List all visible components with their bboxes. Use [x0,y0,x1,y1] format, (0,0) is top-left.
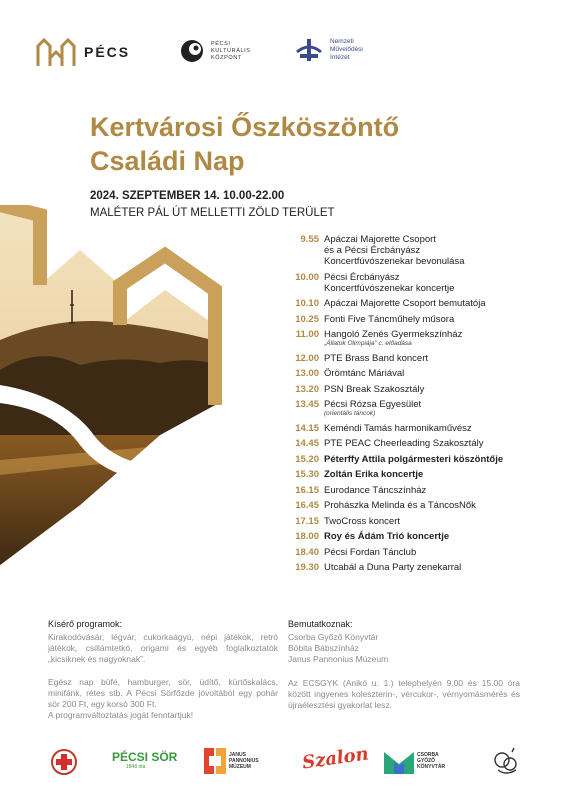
program-item [290,384,550,395]
program-item [290,500,550,511]
program-title [324,516,550,527]
program-item [290,438,550,449]
event-date: 2024. SZEPTEMBER 14. 10.00-22.00 [90,190,285,202]
program-title-line: Pécsi Rózsa Egyesület [324,399,422,410]
program-item [290,469,550,480]
pecsi-sor-text: PÉCSI SÖR [112,750,178,764]
presenters [288,619,520,711]
health-note: Az ECSGYK (Anikó u. 1.) telephelyén 9.00 és 15.00 óra között ingyenes koleszterin-, vércukor-, vérnyomásmérés és újraélesztési gyakorlat lesz. [288,678,520,710]
presenter-item: Csorba Győző Könyvtár [288,632,379,642]
program-time: 18.00 [295,531,319,542]
program-title-line: Péterffy Attila polgármesteri köszöntője [324,453,504,465]
program-time: 15.20 [295,453,319,465]
szalon-text: Szalon [300,743,370,774]
program-title [324,500,550,511]
program-time: 11.00 [295,329,319,340]
program-title-line: Utcabál a Duna Party zenekarral [324,562,462,573]
program-time: 16.45 [295,500,319,511]
program-title [324,469,550,480]
food-text: Egész nap büfé, hamburger, sör, üdítő, kürtőskalács, minifánk, rétes stb. A Pécsi Sörfőzde jóvoltából egy pohár sör 200 Ft, egy korsó 300 Ft. [48,677,278,709]
program-title [324,562,550,573]
csorba-mark-icon [384,748,414,774]
program-time: 10.25 [295,313,319,325]
program-title-line: Pécsi Fordan Tánclub [324,546,417,558]
program-title [324,298,550,309]
pkk-logo [179,38,251,64]
header-logos [36,34,536,84]
program-title [324,423,550,434]
event-title-line-2: Családi Nap [90,146,245,176]
pkk-line-3: KÖZPONT [211,54,242,61]
sponsor-logos [44,744,534,784]
program-item [290,234,550,267]
program-item [290,298,550,309]
presenter-item: Bóbita Bábszínház [288,643,359,653]
program-title-line: Eurodance Táncszínház [324,484,427,496]
janus-line-2: PANNONIUS [229,758,259,764]
program-time: 9.55 [300,234,319,245]
program-subtitle: „Állatok Olimpiája” c. előadása [324,340,412,347]
program-item [290,329,550,348]
program-item [290,423,550,434]
event-venue: MALÉTER PÁL ÚT MELLETTI ZÖLD TERÜLET [90,207,335,219]
program-title-line: Fonti Five Táncműhely műsora [324,313,455,325]
program-title [324,314,550,325]
program-title-line: PSN Break Szakosztály [324,383,425,395]
red-cross-icon [50,748,78,776]
pkk-line-1: PÉCSI [211,40,231,47]
program-title-line: PTE PEAC Cheerleading Szakosztály [324,438,484,449]
program-item [290,531,550,542]
program-item [290,399,550,418]
csorba-gyozo-logo [384,748,445,774]
program-time: 10.10 [295,298,319,309]
pecsi-sor-sub: 1848 óta [126,764,146,770]
szalon-logo [300,743,370,774]
program-title-line: PTE Brass Band koncert [324,352,429,364]
nmi-logo [294,36,363,64]
program-subtitle: (orientális táncok) [324,410,376,417]
program-title [324,329,550,348]
program-title-line: Roy és Ádám Trió koncertje [324,531,450,542]
program-time: 17.15 [295,515,319,527]
program-title [324,531,550,542]
program-time: 13.00 [295,368,319,379]
program-item [290,485,550,496]
program-item [290,368,550,379]
csorba-line-3: KÖNYVTÁR [417,764,446,770]
side-programs-heading: Kísérő programok: [48,619,123,629]
program-title-line: TwoCross koncert [324,515,401,527]
program-time: 15.30 [295,469,319,480]
program-time: 16.15 [295,484,319,496]
program-title-line: Keméndi Tamás harmonikaművész [324,422,472,434]
program-title [324,485,550,496]
janus-line-1: JANUS [229,752,246,758]
nmi-line-1: Nemzeti [330,38,354,45]
program-time: 18.40 [295,546,319,558]
side-programs-text: Kirakodóvásár, légvár, cukorkaágyú, népi játékok, retró játékok, csillámtetkó, origami és egyéb foglalkoztatók „kicsiknek és nagyoknak”. [48,632,278,664]
janus-mark-icon [204,748,226,774]
program-title [324,353,550,364]
program-item [290,454,550,465]
program-time: 14.15 [295,422,319,434]
program-title [324,438,550,449]
program-title-line: Koncertfúvószenekar bevonulása [324,256,465,267]
program-time: 13.45 [295,399,319,410]
pecs-mark-icon [36,36,76,68]
program-title-line: Prohászka Melinda és a TáncosNők [324,500,476,511]
program-item [290,547,550,558]
presenters-heading: Bemutatkoznak: [288,619,353,629]
program-item [290,353,550,364]
side-programs [48,619,278,721]
bobita-puppet-icon [490,746,522,778]
program-title-line: Apáczai Majorette Csoport [324,234,436,245]
landscape-illustration [0,205,230,565]
program-title [324,399,550,418]
csorba-line-2: GYŐZŐ [417,758,436,764]
program-title-line: Örömtánc Máriával [324,368,405,379]
program-item [290,562,550,573]
program-title [324,547,550,558]
nmi-line-2: Művelődési [330,46,363,53]
program-time: 10.00 [295,271,319,283]
program-time: 14.45 [295,438,319,449]
disclaimer-text: A programváltoztatás jogát fenntartjuk! [48,710,194,720]
program-title-line: Zoltán Erika koncertje [324,469,424,480]
program-time: 19.30 [295,562,319,573]
program-list [290,234,550,578]
janus-pannonius-logo [204,748,259,774]
event-title [90,110,530,178]
program-title [324,384,550,395]
program-title [324,234,550,267]
presenter-item: Janus Pannonius Múzeum [288,654,389,664]
program-title-line: és a Pécsi Ércbányász [324,245,421,256]
event-title-line-1: Kertvárosi Őszköszöntő [90,112,400,142]
pkk-mark-icon [179,38,205,64]
program-time: 13.20 [295,383,319,395]
program-title-line: Pécsi Ércbányász [324,271,400,283]
pecsi-sor-logo [112,750,177,770]
nmi-mark-icon [294,36,324,64]
program-title [324,454,550,465]
program-item [290,272,550,294]
janus-line-3: MÚZEUM [229,764,251,770]
program-title-line: Koncertfúvószenekar koncertje [324,282,455,294]
program-title [324,368,550,379]
program-title [324,272,550,294]
program-item [290,516,550,527]
program-title-line: Apáczai Majorette Csoport bemutatója [324,298,486,309]
program-item [290,314,550,325]
pecs-logo [36,36,130,68]
pkk-line-2: KULTURÁLIS [211,47,251,54]
bobita-logo [490,746,522,778]
pecs-logo-text: PÉCS [84,44,131,60]
red-cross-logo [50,748,78,776]
program-title-line: Hangoló Zenés Gyermekszínház [324,329,463,340]
program-time: 12.00 [295,352,319,364]
nmi-line-3: Intézet [330,54,350,61]
csorba-line-1: CSORBA [417,752,439,758]
